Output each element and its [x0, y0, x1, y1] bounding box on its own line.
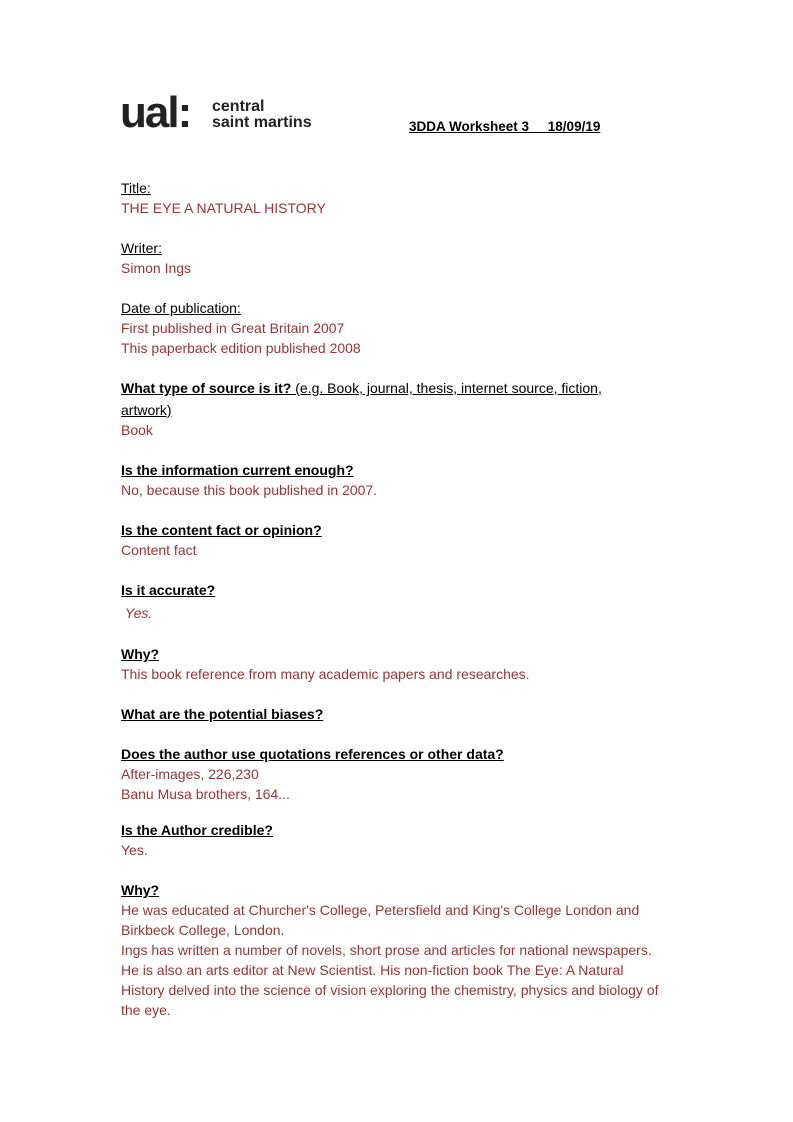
quotations-line-1: After-images, 226,230: [121, 766, 259, 782]
why-answer-2: [121, 900, 661, 1020]
fact-question: Is the content fact or opinion?: [121, 522, 322, 538]
logo-mark: ual:: [120, 88, 191, 137]
publication-label: Date of publication:: [121, 300, 241, 316]
fact-answer: Content fact: [121, 542, 197, 558]
why-question-1: Why?: [121, 646, 160, 662]
title-label: Title:: [121, 180, 151, 196]
current-answer: No, because this book published in 2007.: [121, 482, 378, 498]
logo-line-1: central: [212, 98, 265, 115]
why-answer-1: This book reference from many academic papers and researches.: [121, 666, 530, 682]
logo-line-2: saint martins: [212, 114, 312, 131]
why-answer-2-para-1: He was educated at Churcher's College, Petersfield and King's College London and Birkbeck College, London.: [121, 902, 640, 938]
writer-value: Simon Ings: [121, 260, 192, 276]
source-type-question: What type of source is it?: [121, 380, 292, 396]
source-type-hint-2: artwork): [121, 402, 172, 418]
accurate-answer: Yes.: [125, 605, 153, 621]
biases-question: What are the potential biases?: [121, 706, 324, 722]
quotations-line-2: Banu Musa brothers, 164...: [121, 786, 290, 802]
quotations-question: Does the author use quotations references or other data?: [121, 746, 504, 762]
source-type-answer: Book: [121, 422, 153, 438]
credible-answer: Yes.: [121, 842, 148, 858]
publication-line-2: This paperback edition published 2008: [121, 340, 361, 356]
source-type-question-row: [121, 378, 602, 398]
why-answer-2-para-2: Ings has written a number of novels, short prose and articles for national newspapers. He is also an arts editor at New Scientist. His non-fiction book The Eye: A Natural History delved into the science of vision exploring the chemistry, physics and biology of the eye.: [121, 942, 659, 1018]
source-type-hint: (e.g. Book, journal, thesis, internet source, fiction,: [291, 380, 602, 396]
accurate-question: Is it accurate?: [121, 582, 216, 598]
logo-text: [212, 99, 312, 131]
current-question: Is the information current enough?: [121, 462, 354, 478]
why-question-2: Why?: [121, 882, 160, 898]
credible-question: Is the Author credible?: [121, 822, 273, 838]
writer-label: Writer:: [121, 240, 162, 256]
publication-line-1: First published in Great Britain 2007: [121, 320, 345, 336]
title-value: THE EYE A NATURAL HISTORY: [121, 200, 326, 216]
worksheet-title: 3DDA Worksheet 3 18/09/19: [409, 119, 601, 134]
